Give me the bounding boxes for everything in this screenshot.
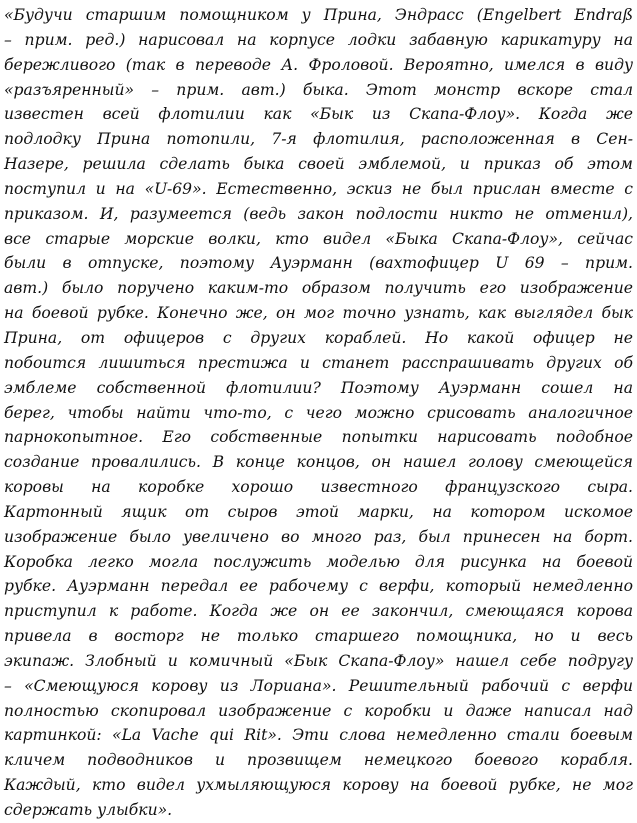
text-line: известен всей флотилии как «Бык из Скапа-Флоу». Когда же [4,105,633,124]
text-line: Прина, от офицеров с других кораблей. Но какой офицер не [4,328,633,347]
text-line: Назере, решила сделать быка своей эмблемой, и приказ об этом [4,155,633,174]
text-line: Каждый, кто видел ухмыляющуюся корову на боевой рубке, не мог [4,776,633,795]
text-line: Коробка легко могла послужить моделью для рисунка на боевой [4,552,633,571]
text-line: полностью скопировал изображение с коробки и даже написал над [4,701,633,720]
text-line: экипаж. Злобный и комичный «Бык Скапа-Флоу» нашел себе подругу [4,651,633,670]
text-line: – прим. ред.) нарисовал на корпусе лодки забавную карикатуру на [4,30,633,49]
text-line: создание провалились. В конце концов, он нашел голову смеющейся [4,453,633,472]
text-line: были в отпуске, поэтому Ауэрманн (вахтофицер U 69 – прим. [4,254,633,273]
text-line: приступил к работе. Когда же он ее закончил, смеющаяся корова [4,602,633,621]
quoted-paragraph [4,3,633,823]
text-line: привела в восторг не только старшего помощника, но и весь [4,627,633,646]
text-line: приказом. И, разумеется (ведь закон подлости никто не отменил), [4,204,633,223]
text-line: коровы на коробке хорошо известного французского сыра. [4,478,633,497]
text-line: бережливого (так в переводе А. Фроловой. Вероятно, имелся в виду [4,55,633,74]
text-line: авт.) было поручено каким-то образом получить его изображение [4,279,633,298]
text-line: кличем подводников и прозвищем немецкого боевого корабля. [4,751,633,770]
text-line: эмблеме собственной флотилии? Поэтому Ауэрманн сошел на [4,378,633,397]
text-line: – «Смеющуюся корову из Лориана». Решительный рабочий с верфи [4,676,633,695]
text-line: изображение было увеличено во много раз, был принесен на борт. [4,527,633,546]
text-line: парнокопытное. Его собственные попытки нарисовать подобное [4,428,633,447]
text-line: на боевой рубке. Конечно же, он мог точно узнать, как выглядел бык [4,304,633,323]
text-line: «разъяренный» – прим. авт.) быка. Этот монстр вскоре стал [4,80,633,99]
text-line: все старые морские волки, кто видел «Быка Скапа-Флоу», сейчас [4,229,633,248]
text-line: «Будучи старшим помощником у Прина, Эндрасс (Engelbert Endraß [4,6,633,24]
text-line: Картонный ящик от сыров этой марки, на котором искомое [4,502,633,521]
text-line: подлодку Прина потопили, 7-я флотилия, расположенная в Сен- [4,130,633,149]
text-line: картинкой: «La Vache qui Rit». Эти слова немедленно стали боевым [4,726,633,745]
text-line: сдержать улыбки». [4,801,173,819]
text-line: рубке. Ауэрманн передал ее рабочему с верфи, который немедленно [4,577,633,596]
text-line: берег, чтобы найти что-то, с чего можно срисовать аналогичное [4,403,633,422]
text-line: побоится лишиться престижа и станет расспрашивать других об [4,353,633,372]
text-line: поступил и на «U-69». Естественно, эскиз не был прислан вместе с [4,179,633,198]
